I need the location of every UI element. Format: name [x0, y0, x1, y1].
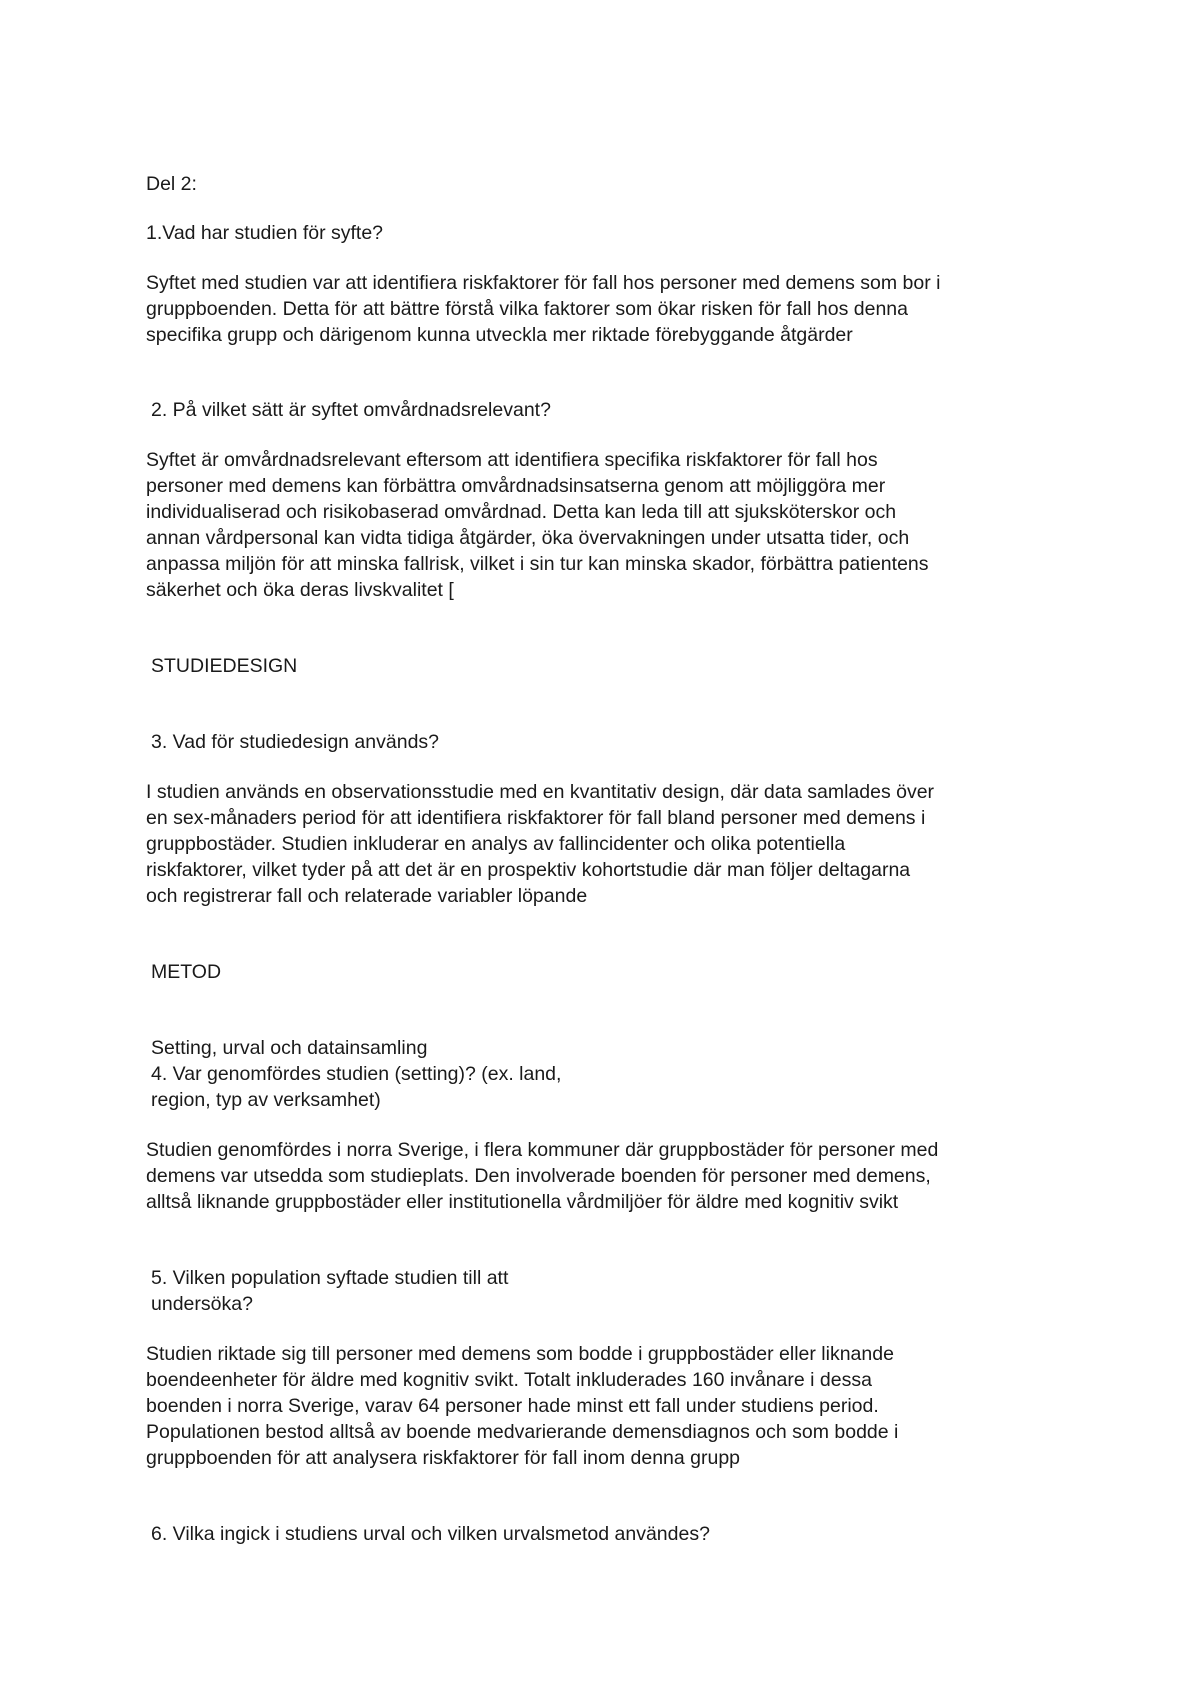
section-heading-metod: METOD [151, 961, 222, 983]
section-heading-studiedesign: STUDIEDESIGN [151, 655, 298, 677]
question-2: 2. På vilket sätt är syftet omvårdnadsrelevant? [151, 399, 551, 421]
answer-1-line: gruppboenden. Detta för att bättre förstå vilka faktorer som ökar risken för fall hos denna [146, 298, 908, 320]
answer-5-line: gruppboenden för att analysera riskfaktorer för fall inom denna grupp [146, 1447, 741, 1469]
part-heading: Del 2: [146, 173, 197, 195]
answer-4-line: demens var utsedda som studieplats. Den involverade boenden för personer med demens, [146, 1165, 931, 1187]
answer-3-line: en sex-månaders period för att identifiera riskfaktorer för fall bland personer med demens i [146, 807, 926, 829]
answer-1-line: Syftet med studien var att identifiera riskfaktorer för fall hos personer med demens som bor i [146, 272, 941, 294]
question-1: 1.Vad har studien för syfte? [146, 222, 384, 244]
answer-4-line: alltså liknande gruppbostäder eller institutionella vårdmiljöer för äldre med kognitiv svikt [146, 1191, 899, 1213]
question-3: 3. Vad för studiedesign används? [151, 731, 440, 753]
answer-5-line: Populationen bestod alltså av boende medvarierande demensdiagnos och som bodde i [146, 1421, 899, 1443]
question-5-line: undersöka? [151, 1293, 253, 1315]
answer-5-line: boendeenheter för äldre med kognitiv svikt. Totalt inkluderades 160 invånare i dessa [146, 1369, 872, 1391]
answer-2-line: individualiserad och risikobaserad omvårdnad. Detta kan leda till att sjuksköterskor och [146, 501, 897, 523]
answer-2-line: säkerhet och öka deras livskvalitet [ [146, 579, 454, 601]
answer-2-line: personer med demens kan förbättra omvårdnadsinsatserna genom att möjliggöra mer [146, 475, 886, 497]
answer-3-line: I studien används en observationsstudie med en kvantitativ design, där data samlades över [146, 781, 935, 803]
answer-3-line: gruppbostäder. Studien inkluderar en analys av fallincidenter och olika potentiella [146, 833, 846, 855]
answer-3-line: och registrerar fall och relaterade variabler löpande [146, 885, 588, 907]
answer-2-line: Syftet är omvårdnadsrelevant eftersom att identifiera specifika riskfaktorer för fall hos [146, 449, 878, 471]
subsection-heading: Setting, urval och datainsamling [151, 1037, 428, 1059]
question-6: 6. Vilka ingick i studiens urval och vilken urvalsmetod användes? [151, 1523, 710, 1545]
answer-5-line: Studien riktade sig till personer med demens som bodde i gruppbostäder eller liknande [146, 1343, 894, 1365]
answer-3-line: riskfaktorer, vilket tyder på att det är en prospektiv kohortstudie där man följer deltagarna [146, 859, 911, 881]
answer-4-line: Studien genomfördes i norra Sverige, i flera kommuner där gruppbostäder för personer med [146, 1139, 939, 1161]
question-4-line: region, typ av verksamhet) [151, 1089, 381, 1111]
question-4-line: 4. Var genomfördes studien (setting)? (ex. land, [151, 1063, 562, 1085]
answer-1-line: specifika grupp och därigenom kunna utveckla mer riktade förebyggande åtgärder [146, 324, 853, 346]
answer-5-line: boenden i norra Sverige, varav 64 personer hade minst ett fall under studiens period. [146, 1395, 879, 1417]
question-5-line: 5. Vilken population syftade studien till att [151, 1267, 509, 1289]
answer-2-line: anpassa miljön för att minska fallrisk, vilket i sin tur kan minska skador, förbättra patientens [146, 553, 929, 575]
answer-2-line: annan vårdpersonal kan vidta tidiga åtgärder, öka övervakningen under utsatta tider, och [146, 527, 910, 549]
